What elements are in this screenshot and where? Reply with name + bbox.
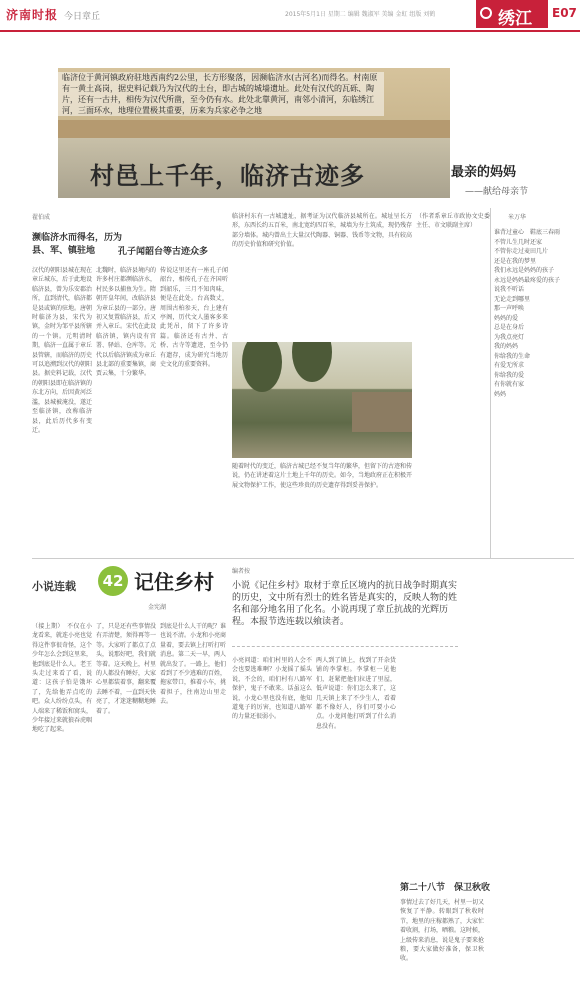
article-author-note: （作者系章丘市政协文史委主任、市文联副主席）: [416, 213, 490, 230]
poem-line: 你给我的爱: [494, 371, 525, 379]
article-column-5: 随着时代的变迁，临济古城已经不复当年的繁华，但留下的古迹和传说，仍在讲述着这片土地上千年的历史。如今，当地政府正在积极开展文物保护工作，使这些珍贵的历史遗存得到妥善保护。: [232, 463, 412, 489]
article-headline: 村邑上千年，临济古迹多: [90, 161, 365, 190]
poem-line: 不管你走过麦田几片: [494, 248, 549, 255]
article-subtitle: 濒临济水而得名，历为县、军、镇驻地: [32, 233, 123, 256]
photo-tree: [292, 342, 332, 382]
article-column-1: 汉代的朝阳县城在现在章丘城东，后于此地设临济县，曾为乐安郡治所，直到清代，临济都是县或镇的驻地。唐朝时临济为县，宋代为镇，金时为邹平县所辖的一个镇。元明清时期，临济一直属于章丘县管辖，而临济的历史可以追溯到汉代的朝阳县。据史料记载，汉代的朝阳县即在临济镇的东北方向，后因黄河泛滥，县城被淹没，遂迁至临济镇，改称临济县，此后历代多有变迁。: [32, 267, 92, 434]
poem-line: 我的妈妈: [494, 343, 519, 350]
poem-line: 说我不听话: [494, 286, 525, 293]
poem-line: 我们永远是妈妈的孩子: [494, 267, 555, 274]
poem-line: 永远是妈妈最疼爱的孩子: [494, 276, 561, 284]
column-divider: [490, 208, 491, 558]
poem-line: 还是在我的梦里: [494, 257, 537, 265]
serial-column-1: （接上期） 不仅在小龙看来，就连小亮也觉得这件事很奇怪，这个少年怎么会到这里来，他到底是什么人。老王头走过来看了看，说道：这孩子怕是饿坏了，先给他弄点吃的吧。众人纷纷点头，有人端来了稀饭和窝头，少年接过来就狼吞虎咽地吃了起来。: [32, 623, 92, 734]
page-number: E07: [552, 6, 577, 20]
photo-wall: [352, 392, 412, 432]
poem-line: 为我点亮灯: [494, 333, 525, 341]
serial-title: 记住乡村: [134, 570, 214, 594]
poem-line: 不管儿生几时还家: [494, 238, 543, 246]
photo-tree: [242, 342, 282, 392]
editor-note: 小说《记住乡村》取材于章丘区境内的抗日战争时期真实的历史，文中所有烈士的姓名皆是真实的，反映人物的姓名和部分地名用了化名。小说再现了章丘抗战的光辉历程。本报节选连载以飨读者。: [232, 581, 458, 627]
poem-subtitle: ——献给母亲节: [465, 187, 529, 197]
masthead: [6, 6, 100, 23]
poem-line: 那一声呼唤: [494, 305, 525, 312]
serial-column-4: 小亮问道：咱们村里的人会不会也要逃难啊？小龙摇了摇头说，不会的，咱们村有八路军保护，鬼子不敢来。话虽这么说，小龙心里也没有底，他知道鬼子的厉害，也知道八路军的力量还很弱小。: [232, 657, 312, 721]
poem-body: [494, 228, 574, 399]
poem-line: 谁背过童心 鞋底三春雨: [494, 229, 561, 236]
poem-line: 妈妈: [494, 390, 507, 398]
article-column-2: 北魏时，临济县境内的许多村庄都濒临济水，村民多以捕鱼为生。隋朝开皇年间，改临济县为章丘县的一部分。唐初又复置临济县，后又并入章丘。宋代在此设临济镇，镇内设有官署、驿站、仓库等。元代以后临济镇成为章丘县北部的重要集镇，商贾云集，十分繁华。: [96, 267, 156, 378]
village-photo: [232, 342, 412, 458]
section-divider: [32, 558, 574, 559]
serial-column-5: 两人到了镇上，找到了开杂货铺的李掌柜。李掌柜一见他们，赶紧把他们拉进了里屋，低声说道：你们怎么来了，这几天镇上来了不少生人，看着都不像好人，你们可要小心点。小龙问他打听到了什么消息没有。: [316, 657, 396, 730]
serial-column-7: 事情过去了好几天，村里一切又恢复了平静。转眼到了秋收时节，地里的庄稼都熟了，大家忙着收割，打场，晒粮。这时候，上级传来消息，说是鬼子要来抢粮，要大家做好准备，保卫秋收。: [400, 899, 484, 963]
article-heading-2: 孔子闻韶台等古迹众多: [118, 247, 209, 257]
header-rule: [0, 30, 580, 32]
editor-note-heading: 编者按: [232, 568, 251, 575]
article-column-3: 传说这里还有一座孔子闻韶台，相传孔子在齐国听到韶乐，三月不知肉味，便是在此处。台高数丈，周围古柏参天，台上建有亭阁，历代文人墨客多来此凭吊，留下了许多诗篇。临济还有古井、古桥、古寺等遗迹，至今仍有遗存，成为研究当地历史文化的重要资料。: [160, 267, 228, 369]
serial-number: 42: [98, 566, 128, 596]
poem-author: 米万华: [508, 214, 527, 221]
poem-title: 最亲的妈妈: [451, 165, 517, 180]
serial-label: 小说连载: [32, 580, 76, 593]
poem-line: 妈妈的爱: [494, 314, 519, 322]
poem-line: 有你就有家: [494, 381, 525, 388]
serial-column-2: 了，只是还有些事情没有弄清楚，须得再等一等。大家听了都点了点头，说那好吧，我们就等着。这天晚上，村里的人都没有睡好，大家心里都装着事，翻来覆去睡不着，一直到天快亮了，才迷迷糊糊地睡着了。: [96, 623, 156, 715]
dateline: 2015年5月1日 星期二 编辑 魏淑军 美编 金虹 组版 刘鹤: [285, 11, 436, 18]
masthead-title: 济南时报: [6, 8, 59, 22]
chapter-title: 第二十八节 保卫秋收: [400, 883, 491, 893]
column-badge: 绣江亭: [476, 0, 548, 28]
hero-intro: 临济位于黄河镇政府驻地西南约2公里，长方形聚落，因濒临济水(古河名)而得名。村南原有一黄土高岗，据史料记载乃为汉代的土台，即古城的城墙遗址。此处有汉代的瓦砾、陶片，还有一古井，相传为汉代所凿，至今仍有水。此处北靠黄河，南邻小清河，东临绣江河，三面环水，地理位置极其重要，历来为兵家必争之地: [58, 72, 384, 116]
article-column-4: 临济村东有一古城遗址，据考证为汉代临济县城所在。城址呈长方形，东西长约五百米，南北宽约四百米，城墙为夯土筑成，现仍残存部分墙体。城内曾出土大量汉代陶器、铜器、钱币等文物，具有较高的历史价值和研究价值。: [232, 213, 412, 249]
section-name: 今日章丘: [64, 12, 101, 22]
serial-column-6: [400, 620, 484, 870]
poem-line: 总是在身后: [494, 324, 525, 331]
column-badge-icon: [480, 7, 492, 19]
article-byline: 翟伯成: [32, 214, 51, 221]
hero-photo-bank: [58, 120, 450, 140]
poem-line: 有爱无所求: [494, 362, 525, 369]
serial-author: 金宪湖: [148, 604, 167, 611]
serial-column-3: 到底是什么人干的呢？谁也说不清。小龙和小亮商量着，要去镇上打听打听消息。第二天一早，两人就出发了。一路上，他们看到了不少逃难的百姓，拖家带口，推着小车，挑着担子，往南边山里走去。: [160, 623, 226, 706]
poem-line: 无论走到哪里: [494, 295, 531, 303]
poem-line: 你给我的生命: [494, 352, 531, 360]
